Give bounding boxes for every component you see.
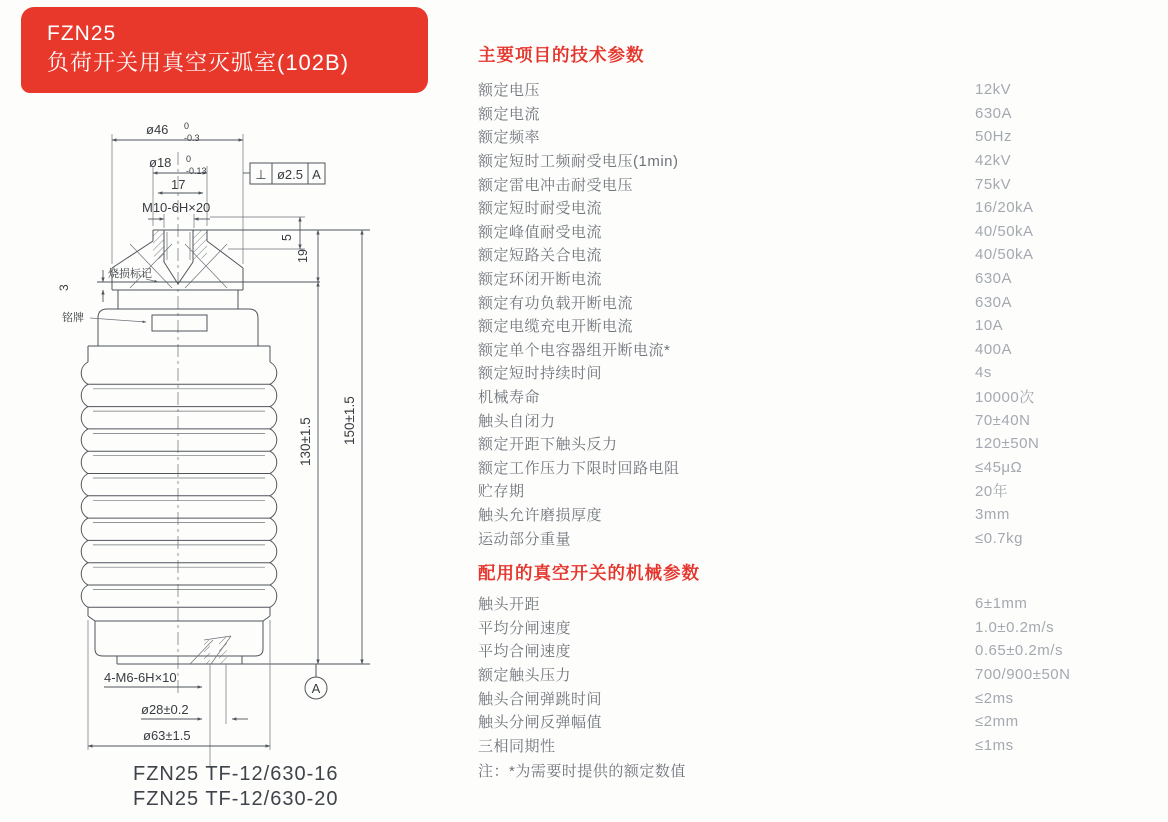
- burn-mark-label: 烧损标记: [108, 268, 152, 280]
- spec-label: 额定短时工频耐受电压(1min): [478, 153, 679, 171]
- dim-19-label: 19: [296, 249, 310, 263]
- electrical-spec-table: [478, 78, 1162, 550]
- spec-label: 额定工作压力下限时回路电阻: [478, 459, 680, 477]
- spec-value: 10000次: [975, 389, 1035, 407]
- drawing-canvas: [0, 0, 460, 822]
- dim-dia18-tol-bot: -0.13: [186, 166, 207, 176]
- spec-label: 额定短时耐受电流: [478, 200, 603, 218]
- spec-row: [478, 125, 1162, 149]
- thread-bottom-label: 4-M6-6H×10: [104, 670, 177, 685]
- spec-value: 70±40N: [975, 411, 1031, 429]
- spec-row: [478, 526, 1162, 550]
- spec-label: 额定电缆充电开断电流: [478, 318, 634, 336]
- dim-dia46-label: ø46: [146, 122, 169, 137]
- spec-value: 20年: [975, 483, 1009, 501]
- spec-row: [478, 639, 1162, 663]
- spec-label: 额定环闭开断电流: [478, 271, 603, 289]
- nameplate-rect: [152, 315, 207, 331]
- spec-value: 50Hz: [975, 128, 1013, 146]
- spec-row: [478, 479, 1162, 503]
- drawing-caption-2: FZN25 TF-12/630-20: [133, 788, 339, 810]
- spec-label: 额定峰值耐受电流: [478, 223, 603, 241]
- dim-dia63-label: ø63±1.5: [143, 728, 191, 743]
- spec-row: [478, 456, 1162, 480]
- spec-label: 额定触头压力: [478, 666, 572, 684]
- spec-row: [478, 172, 1162, 196]
- dim-dia18-label: ø18: [149, 155, 172, 170]
- spec-row: [478, 78, 1162, 102]
- spec-value: 400A: [975, 340, 1013, 358]
- spec-row: [478, 361, 1162, 385]
- spec-row: [478, 338, 1162, 362]
- spec-label: 运动部分重量: [478, 530, 572, 548]
- dim-dia18-tol-top: 0: [186, 154, 192, 164]
- spec-row: [478, 592, 1162, 616]
- spec-label: 触头合闸弹跳时间: [478, 690, 603, 708]
- spec-row: [478, 615, 1162, 639]
- dim-dia46-tol-top: 0: [184, 121, 190, 131]
- spec-value: 42kV: [975, 152, 1012, 170]
- spec-label: 平均合闸速度: [478, 643, 572, 661]
- spec-value: 4s: [975, 364, 992, 382]
- spec-label: 触头自闭力: [478, 412, 556, 430]
- spec-label: 额定雷电冲击耐受电压: [478, 176, 634, 194]
- spec-value: 12kV: [975, 81, 1012, 99]
- tolerance-datum: A: [312, 167, 321, 182]
- spec-row: [478, 733, 1162, 757]
- spec-value: 3mm: [975, 505, 1010, 523]
- section-title-mechanical: 配用的真空开关的机械参数: [478, 562, 700, 583]
- spec-label: 额定电流: [478, 105, 541, 123]
- tolerance-symbol: ⊥: [255, 167, 267, 182]
- spec-value: ≤2ms: [975, 689, 1014, 707]
- spec-value: 40/50kA: [975, 222, 1034, 240]
- dim-5-label: 5: [280, 234, 294, 241]
- spec-label: 额定开距下触头反力: [478, 436, 618, 454]
- dim-dia46-tol-bot: -0.3: [184, 133, 200, 143]
- spec-value: 16/20kA: [975, 199, 1034, 217]
- spec-row: [478, 102, 1162, 126]
- spec-value: 1.0±0.2m/s: [975, 618, 1055, 636]
- spec-value: ≤45μΩ: [975, 458, 1023, 476]
- spec-row: [478, 196, 1162, 220]
- spec-label: 额定有功负载开断电流: [478, 294, 634, 312]
- spec-value: 630A: [975, 104, 1013, 122]
- spec-label: 额定单个电容器组开断电流*: [478, 341, 671, 359]
- technical-drawing: [0, 0, 460, 822]
- spec-row: [478, 149, 1162, 173]
- spec-row: [478, 408, 1162, 432]
- spec-label: 额定电压: [478, 82, 541, 100]
- spec-label: 触头开距: [478, 596, 541, 614]
- spec-label: 机械寿命: [478, 389, 541, 407]
- spec-label: 额定频率: [478, 129, 541, 147]
- dim-130-label: 130±1.5: [298, 417, 313, 466]
- spec-value: 120±50N: [975, 435, 1040, 453]
- spec-value: 6±1mm: [975, 595, 1028, 613]
- spec-value: 10A: [975, 317, 1004, 335]
- spec-row: [478, 686, 1162, 710]
- section-title-electrical: 主要项目的技术参数: [478, 45, 645, 65]
- spec-value: ≤1ms: [975, 736, 1014, 754]
- spec-label: 三相同期性: [478, 737, 556, 755]
- dim-3-label: 3: [57, 284, 71, 291]
- model-number: FZN25: [47, 22, 117, 45]
- spec-label: 平均分闸速度: [478, 619, 572, 637]
- spec-row: [478, 267, 1162, 291]
- nameplate-label: 铭牌: [62, 312, 84, 324]
- spec-value: 630A: [975, 293, 1013, 311]
- ceramic-ribs: [81, 362, 277, 607]
- spec-label: 额定短路关合电流: [478, 247, 603, 265]
- spec-value: ≤0.7kg: [975, 529, 1023, 547]
- spec-label: 贮存期: [478, 483, 525, 501]
- spec-row: [478, 243, 1162, 267]
- spec-row: [478, 290, 1162, 314]
- mechanical-spec-table: [478, 592, 1162, 757]
- spec-label: 触头允许磨损厚度: [478, 506, 603, 524]
- tolerance-value: ø2.5: [276, 167, 304, 182]
- drawing-caption-1: FZN25 TF-12/630-16: [133, 763, 339, 785]
- spec-row: [478, 503, 1162, 527]
- footnote: 注：*为需要时提供的额定数值: [478, 763, 686, 781]
- spec-value: ≤2mm: [975, 713, 1019, 731]
- parameters-panel: [478, 44, 1162, 781]
- dim-150-label: 150±1.5: [342, 396, 357, 445]
- spec-row: [478, 710, 1162, 734]
- spec-row: [478, 314, 1162, 338]
- spec-value: 630A: [975, 270, 1013, 288]
- dim-17-label: 17: [171, 177, 186, 192]
- spec-value: 40/50kA: [975, 246, 1034, 264]
- spec-row: [478, 663, 1162, 687]
- thread-top-label: M10-6H×20: [142, 200, 211, 215]
- spec-value: 0.65±0.2m/s: [975, 642, 1063, 660]
- spec-label: 触头分闸反弹幅值: [478, 714, 603, 732]
- spec-row: [478, 432, 1162, 456]
- spec-label: 额定短时持续时间: [478, 365, 603, 383]
- spec-row: [478, 220, 1162, 244]
- spec-value: 75kV: [975, 175, 1012, 193]
- datum-label: A: [311, 681, 321, 696]
- product-title: 负荷开关用真空灭弧室(102B): [47, 50, 350, 75]
- spec-row: [478, 385, 1162, 409]
- spec-value: 700/900±50N: [975, 665, 1071, 683]
- dim-dia28-label: ø28±0.2: [141, 702, 189, 717]
